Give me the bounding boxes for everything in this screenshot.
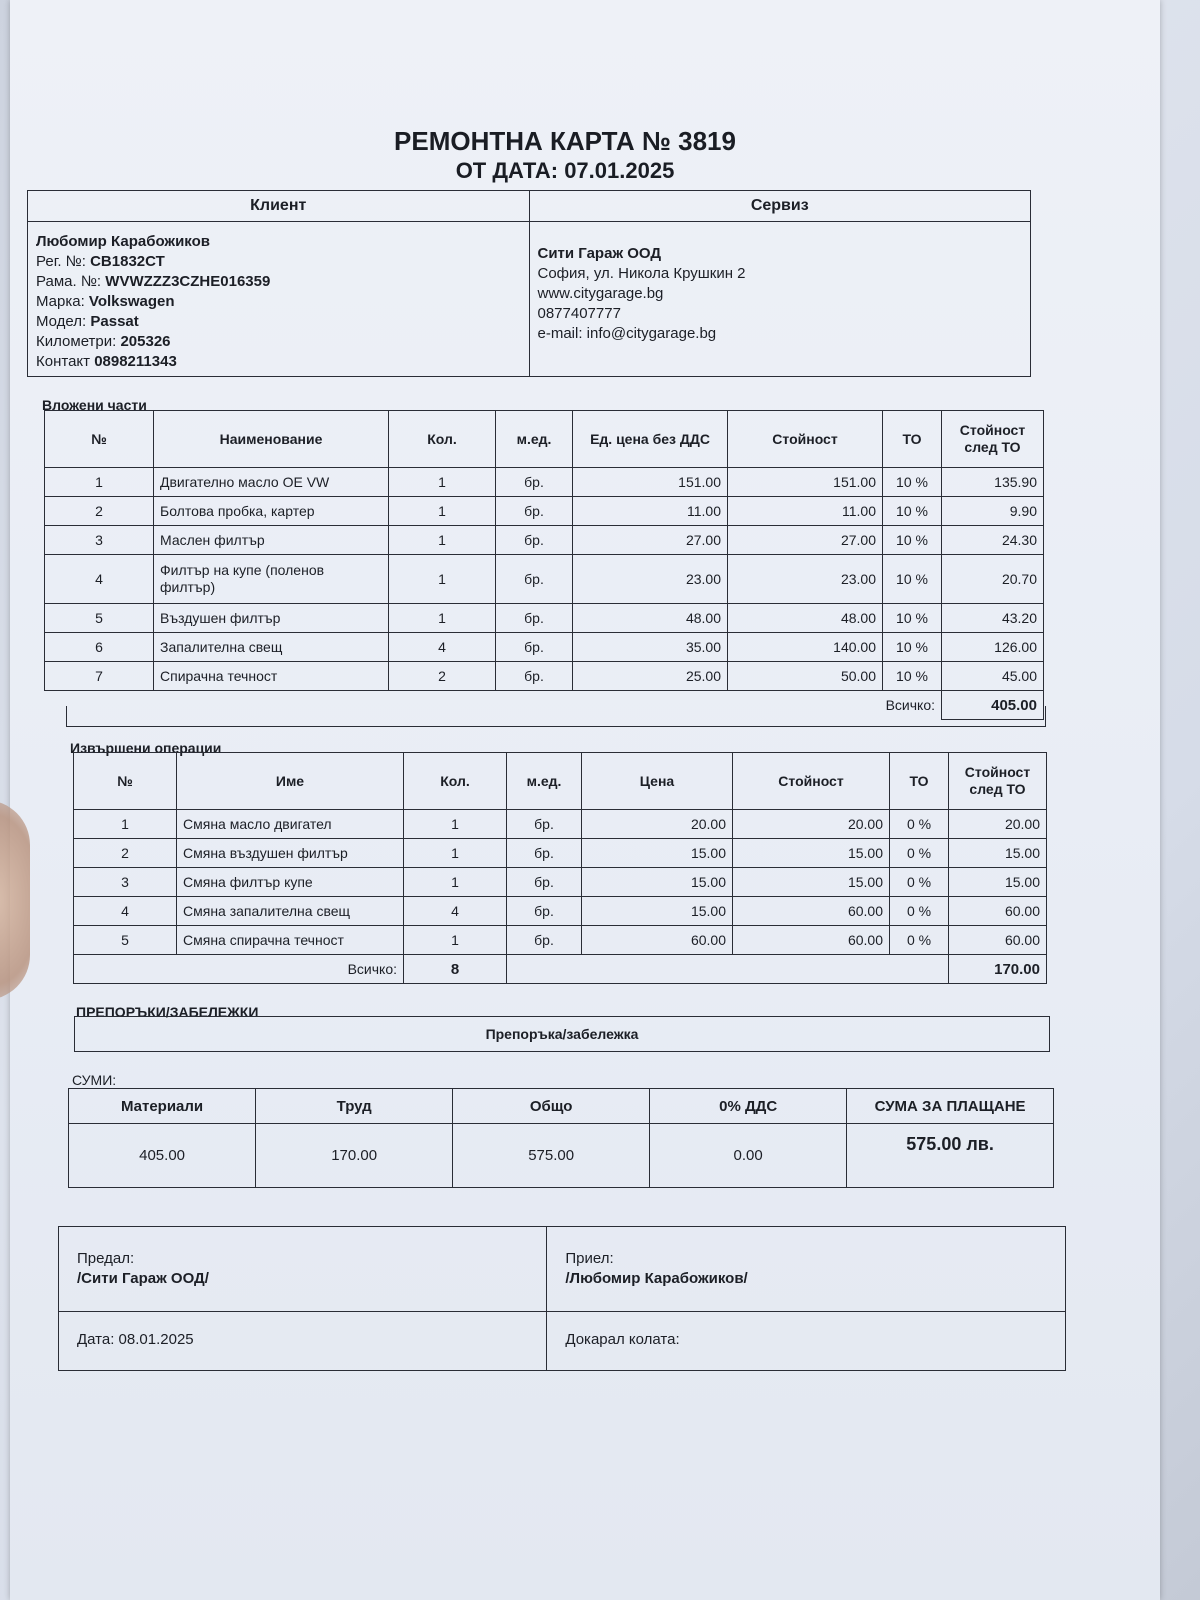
cell-value: 15.00 [733, 839, 890, 868]
sums-total-value: 575.00 [453, 1124, 650, 1188]
cell-to: 0 % [890, 926, 949, 955]
notes-label: ПРЕПОРЪКИ/ЗАБЕЛЕЖКИ [76, 1004, 259, 1020]
parts-col-value: Стойност [728, 411, 883, 468]
cell-after: 9.90 [942, 497, 1044, 526]
cell-unit: бр. [507, 868, 582, 897]
cell-value: 151.00 [728, 468, 883, 497]
cell-after: 24.30 [942, 526, 1044, 555]
table-row [45, 497, 1044, 526]
ops-col-n: № [74, 753, 177, 810]
table-row [74, 897, 1047, 926]
cell-after: 15.00 [949, 868, 1047, 897]
cell-qty: 1 [389, 526, 496, 555]
contact-label: Контакт [36, 353, 91, 370]
doc-title: РЕМОНТНА КАРТА № 3819 [394, 126, 736, 156]
parts-footer-box [66, 706, 1046, 727]
cell-value: 20.00 [733, 810, 890, 839]
cell-after: 126.00 [942, 633, 1044, 662]
cell-unit: бр. [507, 897, 582, 926]
sums-table [68, 1088, 1054, 1188]
signature-table [58, 1226, 1066, 1371]
ops-total-qty: 8 [404, 955, 507, 984]
table-row [45, 604, 1044, 633]
sums-col-labour: Труд [256, 1089, 453, 1124]
table-row [74, 868, 1047, 897]
km-value: 205326 [120, 333, 171, 350]
sums-label: СУМИ: [72, 1072, 117, 1088]
cell-name: Маслен филтър [154, 526, 389, 555]
cell-value: 60.00 [733, 897, 890, 926]
km-label: Километри: [36, 333, 117, 350]
cell-unit: бр. [496, 555, 573, 604]
cell-n: 6 [45, 633, 154, 662]
cell-qty: 1 [389, 468, 496, 497]
cell-n: 4 [74, 897, 177, 926]
service-email: e-mail: info@citygarage.bg [537, 325, 717, 342]
cell-qty: 4 [389, 633, 496, 662]
sums-labour-value: 170.00 [256, 1124, 453, 1188]
cell-name: Смяна въздушен филтър [177, 839, 404, 868]
parts-col-n: № [45, 411, 154, 468]
cell-qty: 1 [404, 839, 507, 868]
reg-value: СВ1832СТ [90, 253, 165, 270]
client-name: Любомир Карабожиков [36, 233, 210, 250]
cell-value: 60.00 [733, 926, 890, 955]
cell-name: Смяна филтър купе [177, 868, 404, 897]
sums-col-materials: Материали [69, 1089, 256, 1124]
cell-qty: 1 [389, 604, 496, 633]
service-details [529, 222, 1031, 377]
cell-value: 11.00 [728, 497, 883, 526]
sums-col-vat: 0% ДДС [650, 1089, 847, 1124]
cell-to: 10 % [883, 633, 942, 662]
parts-col-qty: Кол. [389, 411, 496, 468]
cell-to: 0 % [890, 810, 949, 839]
cell-qty: 2 [389, 662, 496, 691]
cell-to: 0 % [890, 897, 949, 926]
cell-price: 15.00 [582, 839, 733, 868]
model-label: Модел: [36, 313, 87, 330]
handed-value: /Сити Гараж ООД/ [77, 1270, 209, 1287]
cell-n: 3 [74, 868, 177, 897]
cell-n: 3 [45, 526, 154, 555]
table-row [74, 810, 1047, 839]
contact-value: 0898211343 [94, 353, 177, 370]
cell-price: 23.00 [573, 555, 728, 604]
cell-to: 0 % [890, 839, 949, 868]
received-cell [547, 1227, 1066, 1312]
cell-price: 48.00 [573, 604, 728, 633]
cell-after: 43.20 [942, 604, 1044, 633]
parts-total-value: 405.00 [942, 691, 1044, 720]
ops-col-value: Стойност [733, 753, 890, 810]
cell-after: 135.90 [942, 468, 1044, 497]
cell-unit: бр. [507, 839, 582, 868]
cell-to: 0 % [890, 868, 949, 897]
make-value: Volkswagen [88, 293, 175, 310]
ops-table [73, 752, 1047, 984]
cell-price: 60.00 [582, 926, 733, 955]
cell-after: 20.00 [949, 810, 1047, 839]
cell-n: 1 [74, 810, 177, 839]
cell-price: 20.00 [582, 810, 733, 839]
parts-col-price: Ед. цена без ДДС [573, 411, 728, 468]
cell-to: 10 % [883, 604, 942, 633]
parts-col-after: Стойност след ТО [942, 411, 1044, 468]
handover-date: Дата: 08.01.2025 [59, 1312, 547, 1371]
ops-col-to: ТО [890, 753, 949, 810]
parts-col-unit: м.ед. [496, 411, 573, 468]
cell-to: 10 % [883, 497, 942, 526]
parts-col-to: ТО [883, 411, 942, 468]
service-name: Сити Гараж ООД [537, 245, 662, 262]
cell-price: 35.00 [573, 633, 728, 662]
cell-value: 15.00 [733, 868, 890, 897]
cell-name: Филтър на купе (поленов филтър) [154, 555, 389, 604]
table-row [45, 662, 1044, 691]
ops-col-unit: м.ед. [507, 753, 582, 810]
parts-label: Вложени части [42, 397, 147, 413]
frame-value: WVWZZZ3CZHE016359 [105, 273, 271, 290]
table-row [74, 926, 1047, 955]
service-website: www.citygarage.bg [537, 285, 664, 302]
brought-by-label: Докарал колата: [547, 1312, 1066, 1371]
cell-to: 10 % [883, 662, 942, 691]
service-header: Сервиз [529, 191, 1031, 222]
cell-value: 23.00 [728, 555, 883, 604]
parts-total-label: Всичко: [45, 691, 942, 720]
cell-name: Двигателно масло OE VW [154, 468, 389, 497]
ops-col-qty: Кол. [404, 753, 507, 810]
frame-label: Рама. №: [36, 273, 102, 290]
cell-n: 5 [74, 926, 177, 955]
cell-unit: бр. [496, 662, 573, 691]
cell-after: 60.00 [949, 926, 1047, 955]
cell-price: 11.00 [573, 497, 728, 526]
cell-unit: бр. [496, 497, 573, 526]
cell-unit: бр. [496, 526, 573, 555]
cell-qty: 1 [389, 555, 496, 604]
cell-n: 5 [45, 604, 154, 633]
cell-to: 10 % [883, 555, 942, 604]
cell-n: 4 [45, 555, 154, 604]
model-value: Passat [90, 313, 139, 330]
cell-unit: бр. [507, 926, 582, 955]
client-details [28, 222, 530, 377]
cell-to: 10 % [883, 526, 942, 555]
cell-name: Смяна запалителна свещ [177, 897, 404, 926]
sums-payable-value: 575.00 лв. [847, 1124, 1054, 1188]
table-row [45, 555, 1044, 604]
cell-qty: 1 [404, 810, 507, 839]
ops-col-after: Стойност след ТО [949, 753, 1047, 810]
table-row [45, 468, 1044, 497]
cell-unit: бр. [496, 633, 573, 662]
cell-n: 7 [45, 662, 154, 691]
cell-unit: бр. [496, 468, 573, 497]
cell-after: 15.00 [949, 839, 1047, 868]
cell-price: 27.00 [573, 526, 728, 555]
sums-materials-value: 405.00 [69, 1124, 256, 1188]
service-phone: 0877407777 [537, 305, 621, 322]
handed-cell [59, 1227, 547, 1312]
cell-price: 15.00 [582, 868, 733, 897]
sums-col-total: Общо [453, 1089, 650, 1124]
cell-n: 1 [45, 468, 154, 497]
received-value: /Любомир Карабожиков/ [565, 1270, 748, 1287]
cell-price: 151.00 [573, 468, 728, 497]
cell-after: 60.00 [949, 897, 1047, 926]
cell-value: 140.00 [728, 633, 883, 662]
cell-name: Запалителна свещ [154, 633, 389, 662]
sums-col-payable: СУМА ЗА ПЛАЩАНЕ [847, 1089, 1054, 1124]
ops-col-name: Име [177, 753, 404, 810]
party-table [27, 190, 1031, 377]
cell-qty: 4 [404, 897, 507, 926]
cell-name: Смяна спирачна течност [177, 926, 404, 955]
cell-after: 45.00 [942, 662, 1044, 691]
service-address: София, ул. Никола Крушкин 2 [537, 265, 746, 282]
cell-name: Болтова пробка, картер [154, 497, 389, 526]
cell-unit: бр. [496, 604, 573, 633]
cell-name: Смяна масло двигател [177, 810, 404, 839]
cell-after: 20.70 [942, 555, 1044, 604]
client-header: Клиент [28, 191, 530, 222]
cell-value: 48.00 [728, 604, 883, 633]
cell-value: 50.00 [728, 662, 883, 691]
cell-name: Въздушен филтър [154, 604, 389, 633]
received-label: Приел: [565, 1250, 614, 1267]
ops-total-value: 170.00 [949, 955, 1047, 984]
cell-unit: бр. [507, 810, 582, 839]
table-row [74, 839, 1047, 868]
cell-n: 2 [45, 497, 154, 526]
cell-value: 27.00 [728, 526, 883, 555]
table-row [45, 633, 1044, 662]
doc-date: ОТ ДАТА: 07.01.2025 [455, 158, 675, 183]
cell-price: 25.00 [573, 662, 728, 691]
ops-label: Извършени операции [70, 740, 222, 756]
table-row [45, 526, 1044, 555]
cell-qty: 1 [404, 868, 507, 897]
sums-vat-value: 0.00 [650, 1124, 847, 1188]
cell-name: Спирачна течност [154, 662, 389, 691]
reg-label: Рег. №: [36, 253, 86, 270]
make-label: Марка: [36, 293, 85, 310]
notes-box: Препоръка/забележка [74, 1016, 1050, 1052]
ops-total-label: Всичко: [74, 955, 404, 984]
cell-to: 10 % [883, 468, 942, 497]
cell-price: 15.00 [582, 897, 733, 926]
cell-qty: 1 [404, 926, 507, 955]
cell-qty: 1 [389, 497, 496, 526]
parts-table [44, 410, 1044, 720]
ops-total-row [74, 955, 1047, 984]
ops-total-blank [507, 955, 949, 984]
parts-col-name: Наименование [154, 411, 389, 468]
ops-col-price: Цена [582, 753, 733, 810]
cell-n: 2 [74, 839, 177, 868]
handed-label: Предал: [77, 1250, 135, 1267]
